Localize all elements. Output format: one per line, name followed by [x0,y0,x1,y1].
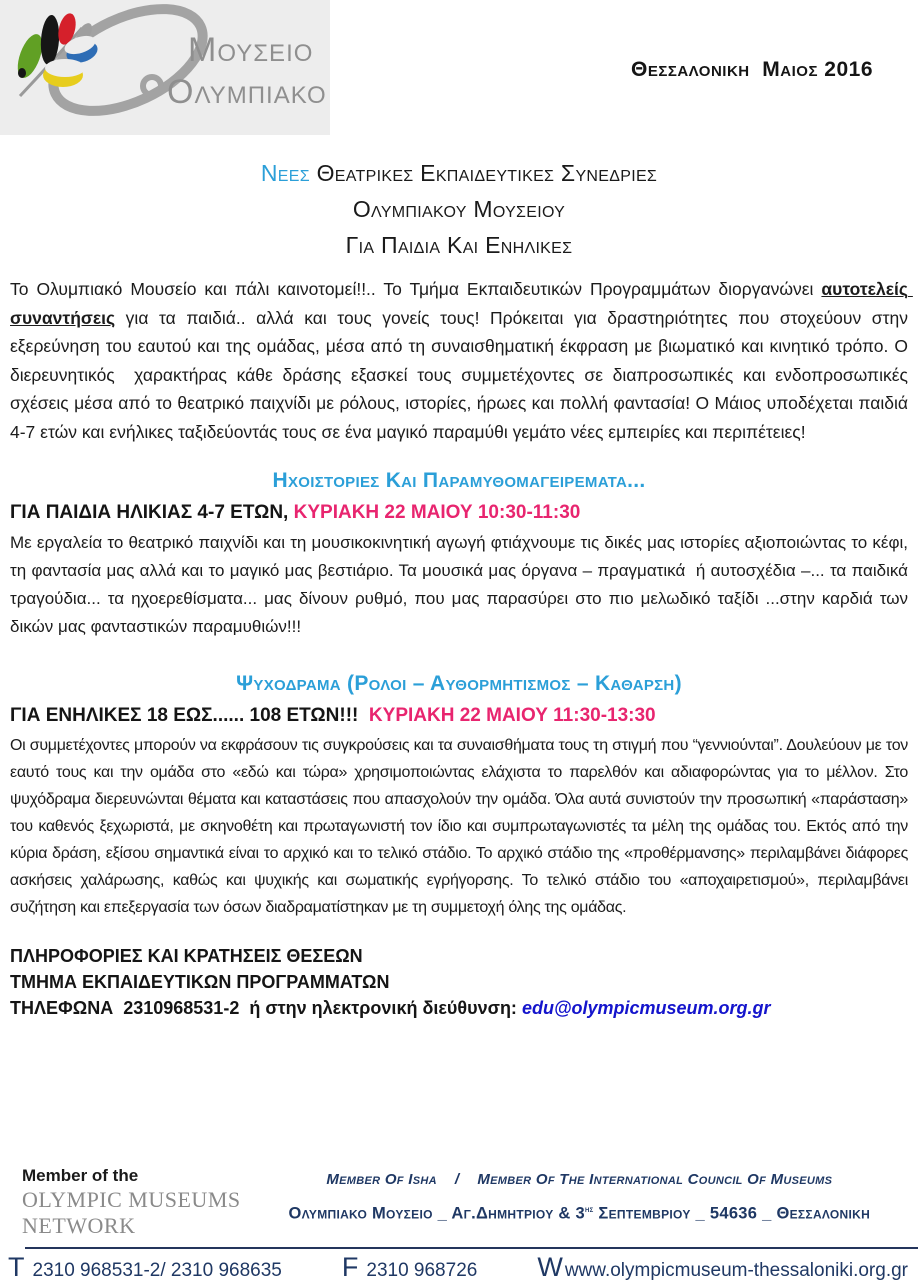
membership-separator: / [454,1171,460,1188]
section-soundstories-datetime: ΚΥΡΙΑΚΗ 22 ΜΑΙΟΥ 10:30-11:30 [293,502,581,523]
intro-text-emphasis: αυτοτελείς συναντήσεις [10,279,913,328]
title-line-1 [0,155,918,191]
olympic-museum-logo-graphic [0,0,330,135]
fax-number: 2310 968726 [366,1260,478,1281]
logo-word-1: Μουσειο [188,31,314,69]
address-pre: Ολυμπιακο Μουσειο _ Αγ.Δημητριου & 3 [288,1204,585,1223]
contact-line-bookings: ΠΛΗΡΟΦΟΡΙΕΣ ΚΑΙ ΚΡΑΤΗΣΕΙΣ ΘΕΣΕΩΝ [10,946,363,966]
website-label: W [537,1252,563,1282]
website-url: www.olympicmuseum-thessaloniki.org.gr [564,1260,908,1281]
section-soundstories-subtitle [10,499,908,527]
section-psychodrama-body: Οι συμμετέχοντες μπορούν να εκφράσουν τις συγκρούσεις και τα συναισθήματα τους τη στιγμή που “γεννιούνται”. Δουλεύουν με τον εαυτό τους και την ομάδα στο «εδώ και τώρα» χρησιμοποιώντας ελάχιστα το παρελθόν και αδιαφορώντας για το μέλλον. Στο ψυχόδραμα διερευνώνται θέματα και καταστάσεις που απασχολούν την ομάδα. Όλα αυτά συνιστούν την προσωπική «παράσταση» του καθενός ξεχωριστά, με σκηνοθέτη και πρωταγωνιστή τον ίδιο και συμπρωταγωνιστές τα μέλη της ομάδας του. Εκτός από την κύρια δράση, εξίσου σημαντικά είναι το αρχικό και το τελικό στάδιο. Το αρχικό στάδιο της «προθέρμανσης» περιλαμβάνει διάφορες ασκήσεις χαλάρωσης, καθώς και ψυχικής και σωματικής εγρήγορσης. Το τελικό στάδιο του «αποχαιρετισμού», περιλαμβάνει συζήτηση και επεξεργασία των όσων διαδραματίστηκαν με τη συμμετοχή όλης της ομάδας. [10,737,913,916]
telephone-numbers: 2310 968531-2/ 2310 968635 [32,1260,282,1281]
membership-isha: Member Of Isha [326,1171,437,1188]
footer-top [0,1165,918,1239]
contact-info [10,943,908,1021]
olympic-museums-network-block [22,1165,241,1239]
membership-line [241,1169,918,1191]
title-line-3: Για Παιδια Και Ενηλικες [345,232,573,258]
masthead [0,0,918,135]
title-line-1-highlight: Νεες [260,160,310,186]
footer-fax [342,1254,477,1282]
section-soundstories-audience: ΓΙΑ ΠΑΙΔΙΑ ΗΛΙΚΙΑΣ 4-7 ΕΤΩΝ, [10,502,294,523]
fax-label: F [341,1252,359,1282]
museum-address [241,1197,918,1226]
contact-line-department: ΤΜΗΜΑ ΕΚΠΑΙΔΕΥΤΙΚΩΝ ΠΡΟΓΡΑΜΜΑΤΩΝ [10,972,390,992]
section-psychodrama-subtitle [10,702,908,730]
footer [0,1165,918,1282]
section-psychodrama-heading: Ψυχοδραμα (Ρολοι – Αυθορμητισμος – Καθαρση) [236,672,682,695]
telephone-label: T [8,1252,25,1282]
address-post: Σεπτεμβριου _ 54636 _ Θεσσαλονικη [593,1204,871,1223]
dateline: Θεσσαλονικη Μαιος 2016 [631,58,873,81]
memberships-block [241,1165,918,1226]
section-soundstories-heading: Ηχοιστοριες Και Παραμυθομαγειρεματα... [272,469,646,492]
section-psychodrama-datetime: ΚΥΡΙΑΚΗ 22 ΜΑΙΟΥ 11:30-13:30 [368,705,656,726]
contact-line-phones [10,995,908,1021]
intro-paragraph [10,275,913,446]
membership-icom: Member Of The International Council Of Museums [477,1171,833,1188]
section-psychodrama [0,669,918,921]
logo-word-2: Ολυμπιακο [167,73,327,111]
section-psychodrama-audience: ΓΙΑ ΕΝΗΛΙΚΕΣ 18 ΕΩΣ...... 108 ΕΤΩΝ!!! [10,705,369,726]
section-soundstories-body: Με εργαλεία το θεατρικό παιχνίδι και τη μουσικοκινητική αγωγή φτιάχνουμε τις δικές μας ιστορίες αξιοποιώντας το κέφι, τη φαντασία μας αλλά και το μαγικό μας βεστιάριο. Τα μουσικά μας όργανα – πραγματικά ή αυτοσχέδια –... τα παιδικά τραγούδια... τα ηχοερεθίσματα... μας δίνουν ρυθμό, που μας παρασύρει στο πιο μελωδικό ταξίδι ...στην καρδιά των δικών μας φανταστικών παραμυθιών!!! [10,533,913,636]
address-superscript: ης [584,1204,594,1214]
olympic-museum-logo [0,0,330,135]
intro-text-after: για τα παιδιά.. αλλά και τους γονείς τους! Πρόκειται για δραστηριότητες που στοχεύουν στην εξερεύνηση του εαυτού και της ομάδας, μέσα από τη συναισθηματική έκφραση με βιωματικό και κινητικό τρόπο. Ο διερευνητικός χαρακτήρας κάθε δράσης εξασκεί τους συμμετέχοντες σε διαπροσωπικές και ενδοπροσωπικές σχέσεις μέσα από το θεατρικό παιχνίδι με ρόλους, ιστορίες, ήρωες και πολλή φαντασία! Ο Μάιος υποδέχεται παιδιά 4-7 ετών και ενήλικες ταξιδεύοντάς τους σε ένα μαγικό παραμύθι γεμάτο νέες εμπειρίες και περιπέτειες! [10,307,913,442]
email-link[interactable]: edu@olympicmuseum.org.gr [521,998,771,1018]
intro-text-before: Το Ολυμπιακό Μουσείο και πάλι καινοτομεί!!.. Το Τμήμα Εκπαιδευτικών Προγραμμάτων διοργανώνει [10,279,822,299]
omn-network: NETWORK [22,1213,136,1238]
title-line-2: Ολυμπιακου Μουσειου [352,196,566,222]
footer-telephone [8,1254,282,1282]
contact-phones-text: ΤΗΛΕΦΩΝΑ 2310968531-2 ή στην ηλεκτρονική διεύθυνση: [10,998,522,1018]
section-soundstories [0,466,918,641]
footer-website [537,1254,908,1282]
title-line-1-rest: Θεατρικες Εκπαιδευτικες Συνεδριες [309,160,658,186]
document-title [0,155,918,263]
footer-contact-row [8,1247,918,1282]
omn-olympic-museums: OLYMPIC MUSEUMS [22,1187,241,1212]
omn-member-of-the: Member of the [22,1166,139,1185]
